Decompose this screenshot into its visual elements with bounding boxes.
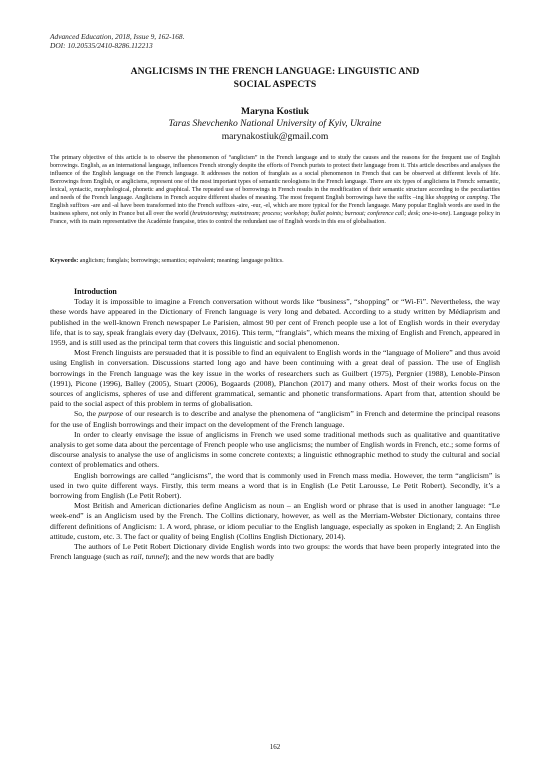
keywords: [50, 257, 500, 265]
paragraph-4: In order to clearly envisage the issue of anglicisms in French we used some traditional methods such as qualitative and quantitative analysis to get some data about the percentage of French people who use anglicisms; the number of English words in French, etc.; some forms of discourse analysis to analyse the use of anglicisms in some concrete contexts; a linguistic ethnographic method to study the cultural and social context of problematics and others.: [50, 429, 500, 470]
author-name: Maryna Kostiuk: [241, 106, 309, 117]
section-heading-introduction: Introduction: [74, 287, 117, 296]
paragraph-3-start: So, the: [74, 409, 99, 419]
abstract-example-camping: camping: [466, 194, 488, 201]
author-affiliation: Taras Shevchenko National University of Kyiv, Ukraine: [168, 118, 382, 130]
author-block: [50, 106, 500, 143]
paragraph-6: Most British and American dictionaries define Anglicism as noun – an English word or phrase that is used in another language: “Le week-end” is an Anglicism used by the French. The Collins dictionary, however, as well as the Merriam-Webster Dictionary, contains three different definitions of Anglicism: 1. A word, phrase, or idiom peculiar to the English language, especially as spoken in England; 2. An English attitude, custom, etc. 3. The fact or quality of being English (Collins English Dictionary, 2014).: [50, 501, 500, 541]
abstract: [50, 155, 500, 227]
abstract-business-examples: brainstorming; mainstream; process; workshop; bullet points; burnout; conference call; desk; one-to-one: [192, 210, 449, 217]
paragraph-3: [50, 409, 500, 429]
author-email: marynakostiuk@gmail.com: [221, 130, 329, 142]
page-number: 162: [269, 743, 281, 751]
paragraph-7-end: ); and the new words that are badly: [164, 552, 275, 562]
keywords-label: Keywords:: [50, 258, 79, 264]
paragraph-1: Today it is impossible to imagine a French conversation without words like “business”, “shopping” or “Wi-Fi”. Nevertheless, the way these words have appeared in the Dictionary of French language is very long and debated. According to a study written by Médiaprism and published in the well-known French newspaper Le Parisien, almost 90 per cent of French people use a lot of English words in their everyday life, that is to say, speak franglais every day (Delvaux, 2016). This term, “franglais”, which means the mixing of English and French, appeared in 1959, and is still used as the principal term that covers this linguistic and social phenomenon.: [50, 297, 501, 348]
title-line-1: ANGLICISMS IN THE FRENCH LANGUAGE: LINGUISTIC AND: [130, 66, 420, 77]
article-title: [50, 66, 500, 91]
title-line-2: SOCIAL ASPECTS: [233, 78, 317, 90]
paragraph-5: English borrowings are called “anglicisms”, the word that is commonly used in French mass media. However, the term “anglicism” is used in two quite different ways. Firstly, this term means a word that is in English (Le Petit Larousse, Le Petit Robert). Secondly, it’s a borrowing from English (Le Petit Robert).: [50, 470, 500, 501]
abstract-text-2: . The English suffixes -are and -al have been transformed into the French suffixes -aire, -eur, -el, which are more typical for the French language. Many popular English words are used in the business sphere, not only in France but all over the world (: [50, 194, 501, 217]
rail-tunnel-examples: rail, tunnel: [130, 552, 165, 562]
abstract-example-shopping: shopping: [436, 194, 459, 201]
doi: DOI: 10.20535/2410-8286.112213: [50, 41, 153, 51]
abstract-or: or: [458, 194, 467, 201]
paragraph-2: Most French linguists are persuaded that it is possible to find an equivalent to English words in the “language of Moliere” and thus avoid using English in conversation. Discussions started long ago and have been continuing with a great deal of passion. The use of English borrowings in the French language was the key issue in the works of researchers such as Guilbert (1975), Pergnier (1988), Lenoble-Pinson (1991), Picone (1996), Balley (2005), Stuart (2006), Bogaards (2008), Planchon (2017) and many others. Most of their works focus on the sources of anglicisms, spheres of use and different grammatical, semantic and phonetic transformations. Apart from that, attention should be paid to the social aspect of this problem in terms of globalisation.: [50, 348, 500, 409]
abstract-text-3: ). Language policy in France, with its main representative the Académie française, tries to control the redundant use of English words in this era of globalisation.: [50, 210, 500, 225]
purpose-emphasis: purpose: [98, 409, 124, 419]
article-body: [50, 287, 500, 562]
journal-header: [50, 32, 350, 51]
abstract-text-1: The primary objective of this article is to observe the phenomenon of “anglicism” in the French language and to study the causes and the reasons for the frequent use of English borrowings. English, as an international language, influences French strongly despite the efforts of French purists to protect their language from it. This article describes and analyses the influence of the English language on the French language. It addresses the notion of franglais as a social phenomenon in French that can be observed at different levels of life. Borrowings from English, or anglicisms, represent one of the most important types of semantic neologisms in the French language. There are six types of anglicisms in French: semantic, lexical, syntactic, morphological, phonetic and graphical. The repeated use of borrowings in French results in the modification of their semantic structure according to the peculiarities and needs of the French language. Anglicisms in French acquire different shades of meaning. The most frequent English borrowings have the suffix –ing like: [50, 155, 500, 201]
paragraph-3-end: of our research is to describe and analyse the phenomena of “anglicism” in French and determine the principal reasons for the use of English borrowings and their impact on the development of the French language.: [50, 409, 500, 429]
paragraph-7: [50, 542, 500, 562]
paragraph-7-start: The authors of Le Petit Robert Dictionary divide English words into two groups: the words that have been properly integrated into the French language (such as: [50, 542, 500, 562]
journal-citation: Advanced Education, 2018, Issue 9, 162-168.: [50, 32, 185, 41]
keywords-list: anglicism; franglais; borrowings; semantics; equivalent; meaning; language politics.: [78, 258, 284, 264]
